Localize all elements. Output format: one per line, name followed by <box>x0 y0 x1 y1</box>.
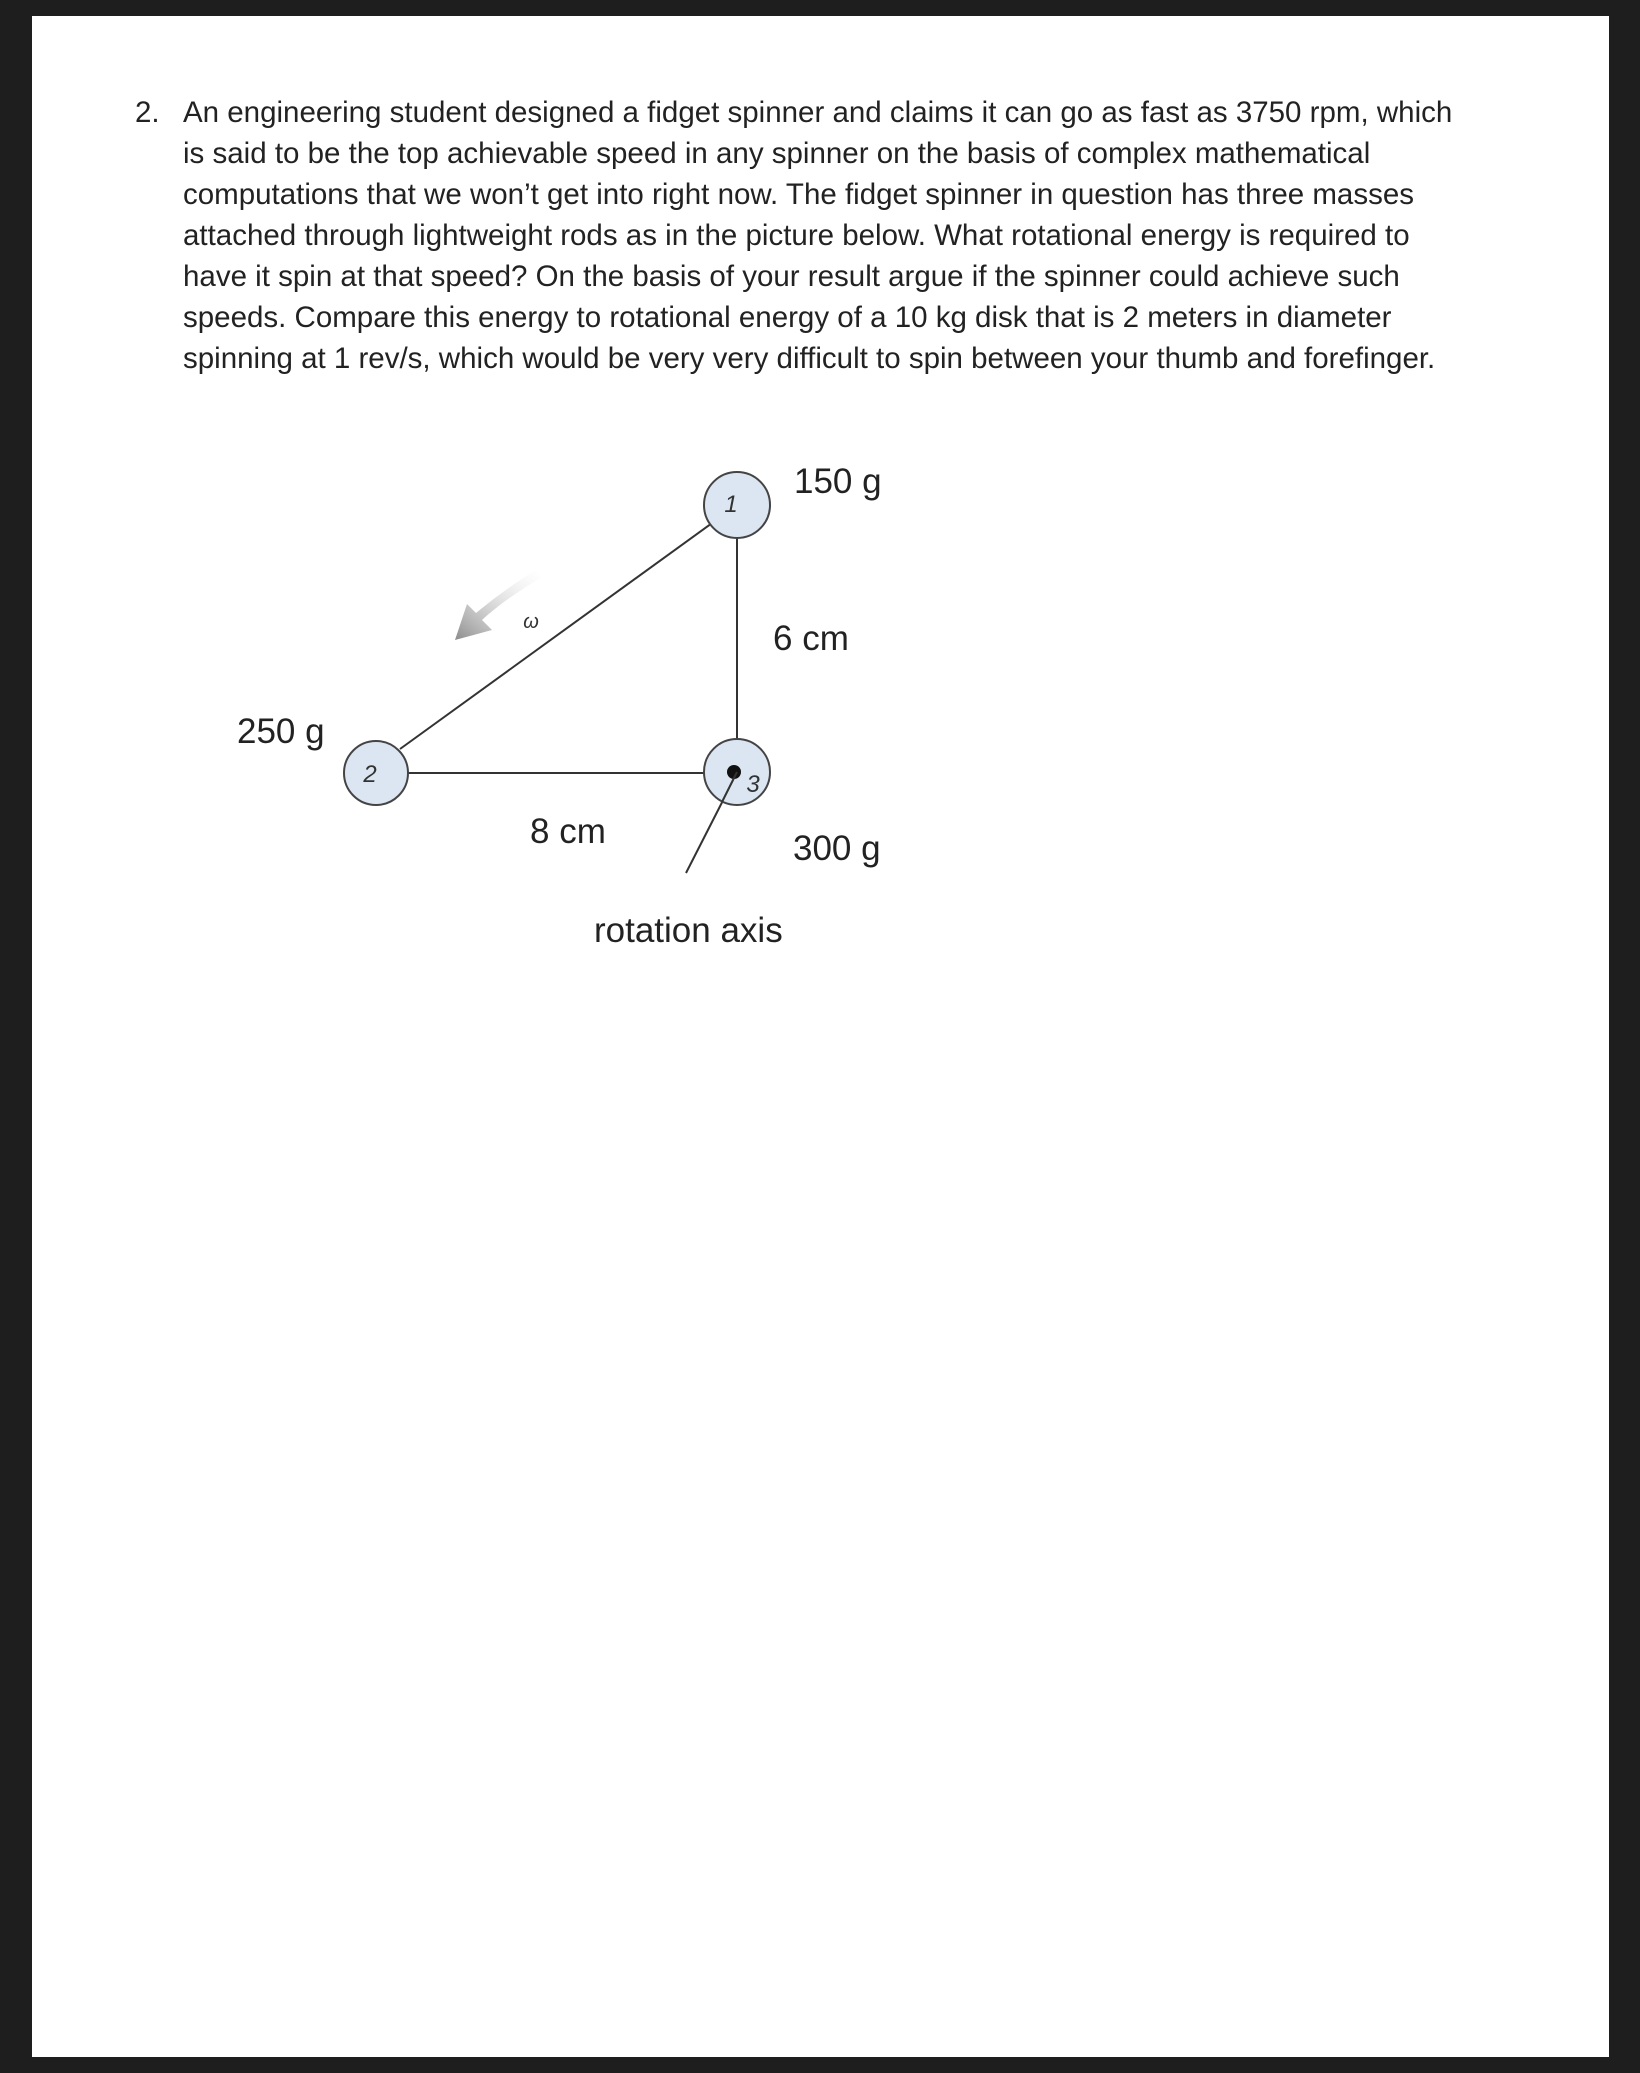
problem-line: have it spin at that speed? On the basis of your result argue if the spinner could achieve such <box>183 260 1400 293</box>
mass-3-label: 300 g <box>793 829 881 868</box>
rod-1-2 <box>400 505 737 749</box>
problem-line: spinning at 1 rev/s, which would be very very difficult to spin between your thumb and forefinger. <box>183 342 1436 375</box>
problem-number: 2. <box>135 96 160 129</box>
vertical-length-label: 6 cm <box>773 619 849 658</box>
problem-line: computations that we won’t get into right now. The fidget spinner in question has three masses <box>183 178 1414 211</box>
horizontal-length-label: 8 cm <box>530 812 606 851</box>
ball-3-number: 3 <box>746 771 760 798</box>
problem-line: An engineering student designed a fidget spinner and claims it can go as fast as 3750 rpm, which <box>183 96 1453 129</box>
rotation-axis-label: rotation axis <box>594 911 783 950</box>
problem-line: speeds. Compare this energy to rotational energy of a 10 kg disk that is 2 meters in diameter <box>183 301 1392 334</box>
ball-2-number: 2 <box>363 761 377 788</box>
mass-2-label: 250 g <box>237 712 325 751</box>
mass-1-label: 150 g <box>794 462 882 501</box>
problem-line: is said to be the top achievable speed in any spinner on the basis of complex mathematical <box>183 137 1371 170</box>
ball-1-number: 1 <box>724 491 738 518</box>
omega-symbol: ω <box>523 611 539 633</box>
problem-line: attached through lightweight rods as in the picture below. What rotational energy is required to <box>183 219 1410 252</box>
